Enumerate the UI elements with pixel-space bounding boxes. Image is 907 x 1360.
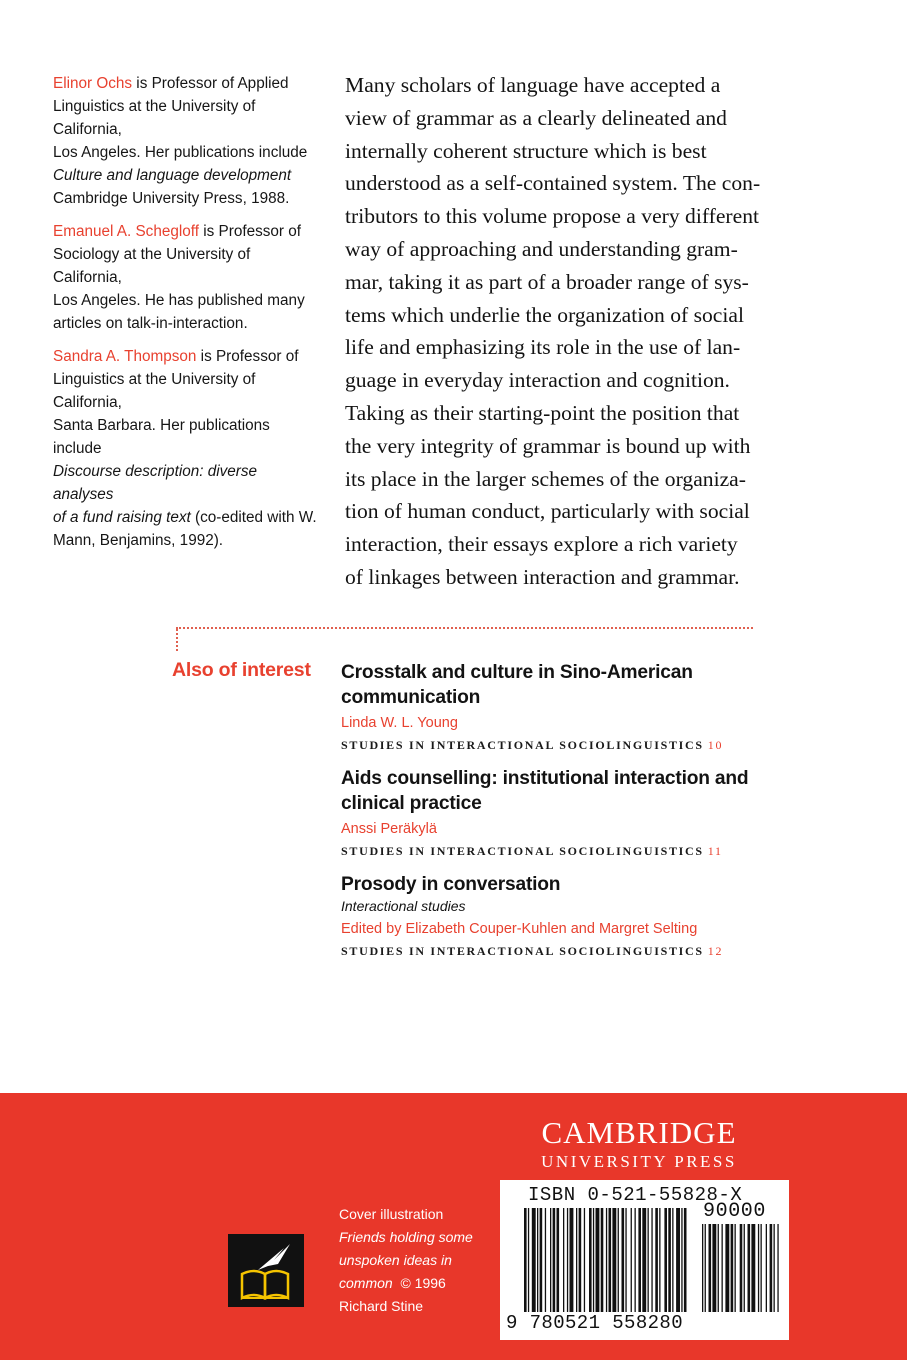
barcode-bar	[563, 1208, 564, 1312]
barcode-bar	[648, 1208, 649, 1312]
bio-line: Linguistics at the University of California,	[53, 98, 256, 138]
barcode-bar	[718, 1224, 719, 1312]
related-book	[341, 660, 761, 756]
book-title: Aids counselling: institutional interaction and clinical practice	[341, 768, 749, 814]
barcode-bar	[709, 1224, 712, 1312]
isbn-barcode	[500, 1180, 789, 1340]
bio-line: Linguistics at the University of California,	[53, 371, 256, 411]
credit-title-line: Friends holding some	[339, 1229, 473, 1245]
barcode-bar	[532, 1208, 536, 1312]
barcode-bar	[651, 1208, 652, 1312]
book-subtitle: Interactional studies	[341, 898, 466, 914]
barcode-bar	[758, 1224, 759, 1312]
price-addon: 90000	[703, 1200, 767, 1223]
author-bios	[53, 72, 321, 562]
barcode-bar	[609, 1208, 612, 1312]
barcode-bar	[612, 1208, 616, 1312]
isbn-text: ISBN 0-521-55828-X	[528, 1184, 743, 1206]
credit-title-line: common	[339, 1275, 393, 1291]
description-line: tributors to this volume propose a very different	[345, 204, 759, 229]
description-line: of linkages between interaction and grammar.	[345, 564, 740, 589]
barcode-bar	[537, 1208, 538, 1312]
barcode-bar	[631, 1208, 632, 1312]
barcode-bar	[593, 1208, 594, 1312]
barcode-bar	[702, 1224, 703, 1312]
barcode-bar	[596, 1208, 600, 1312]
book-series	[341, 940, 761, 962]
barcode-bar	[712, 1224, 716, 1312]
description-line: way of approaching and understanding gram-	[345, 236, 738, 261]
bio-line: is Professor of Applied	[132, 75, 289, 92]
barcode-bar	[618, 1208, 619, 1312]
barcode-bar	[676, 1208, 680, 1312]
series-name: STUDIES IN INTERACTIONAL SOCIOLINGUISTICS	[341, 844, 704, 858]
description-line: life and emphasizing its role in the use of lan-	[345, 335, 741, 360]
barcode-bar	[545, 1208, 546, 1312]
barcode-bar	[681, 1208, 682, 1312]
barcode-bar	[524, 1208, 527, 1312]
barcode-bar	[642, 1208, 646, 1312]
bio-line: is Professor of	[199, 223, 302, 240]
barcode-bar	[589, 1208, 592, 1312]
publisher-name: CAMBRIDGE	[541, 1115, 737, 1150]
bio-line: is Professor of	[196, 348, 299, 365]
bio-line: Sociology at the University of California,	[53, 246, 251, 286]
book-author: Anssi Peräkylä	[341, 821, 437, 837]
description-line: tion of human conduct, particularly with social	[345, 499, 750, 524]
bio-line: articles on talk-in-interaction.	[53, 315, 248, 332]
description-line: internally coherent structure which is best	[345, 138, 707, 163]
barcode-bar	[553, 1208, 556, 1312]
barcode-bar	[722, 1224, 723, 1312]
barcode-bar	[655, 1208, 658, 1312]
barcode-bar	[579, 1208, 582, 1312]
related-books-list	[341, 660, 761, 972]
barcode-bar	[725, 1224, 729, 1312]
author-name: Sandra A. Thompson	[53, 348, 197, 365]
barcode-bar	[668, 1208, 671, 1312]
bio-line: Los Angeles. He has published many	[53, 292, 305, 309]
book-title: Prosody in conversation	[341, 874, 561, 895]
book-author: Edited by Elizabeth Couper-Kuhlen and Margret Selting	[341, 921, 698, 937]
bio-schegloff	[53, 220, 321, 335]
description-line: guage in everyday interaction and cognition.	[345, 368, 730, 393]
barcode-bar	[684, 1208, 687, 1312]
bio-thompson	[53, 345, 321, 552]
barcode-bar	[625, 1208, 626, 1312]
credit-label: Cover illustration	[339, 1206, 444, 1222]
barcode-bar	[751, 1224, 755, 1312]
barcode-bar	[770, 1224, 773, 1312]
barcode-bar	[731, 1224, 734, 1312]
series-number: 11	[707, 844, 723, 858]
bio-line: Los Angeles. Her publications include	[53, 144, 308, 161]
book-series	[341, 734, 761, 756]
barcode-bar	[540, 1208, 543, 1312]
barcode-bar	[735, 1224, 736, 1312]
barcode-bar	[672, 1208, 673, 1312]
barcode-bar	[774, 1224, 775, 1312]
barcode-bar	[570, 1208, 574, 1312]
book-title: Crosstalk and culture in Sino-American communication	[341, 662, 693, 708]
description-line: view of grammar as a clearly delineated and	[345, 105, 727, 130]
related-book	[341, 766, 761, 862]
author-name: Elinor Ochs	[53, 75, 133, 92]
barcode-bar	[761, 1224, 762, 1312]
description-line: mar, taking it as part of a broader range of sys-	[345, 269, 749, 294]
series-logo-icon	[228, 1234, 304, 1307]
dotted-divider-tick	[176, 629, 178, 651]
barcode-bar	[638, 1208, 641, 1312]
barcode-bar	[606, 1208, 607, 1312]
barcode-bar	[744, 1224, 745, 1312]
barcode-bar	[659, 1208, 660, 1312]
description-line: interaction, their essays explore a rich variety	[345, 532, 738, 557]
barcode-bar	[777, 1224, 778, 1312]
book-description	[345, 69, 765, 594]
credit-title-line: unspoken ideas in	[339, 1252, 452, 1268]
dotted-divider	[176, 627, 753, 629]
cover-credit	[339, 1203, 489, 1318]
series-name: STUDIES IN INTERACTIONAL SOCIOLINGUISTICS	[341, 944, 704, 958]
description-line: Many scholars of language have accepted a	[345, 73, 721, 97]
also-of-interest-heading: Also of interest	[172, 659, 311, 681]
barcode-bar	[550, 1208, 551, 1312]
barcode-bar	[622, 1208, 625, 1312]
bio-line: (co-edited with W.	[190, 509, 317, 526]
description-line: understood as a self-contained system. The con-	[345, 171, 761, 196]
author-name: Emanuel A. Schegloff	[53, 223, 199, 240]
bio-line: Culture and language development	[53, 167, 292, 184]
credit-copyright: © 1996	[400, 1275, 446, 1291]
description-line: the very integrity of grammar is bound up with	[345, 433, 751, 458]
related-book	[341, 872, 761, 962]
ean-number: 9 780521 558280	[506, 1312, 684, 1334]
barcode-bar	[584, 1208, 585, 1312]
barcode-bar	[635, 1208, 636, 1312]
barcode-bar	[705, 1224, 706, 1312]
book-author: Linda W. L. Young	[341, 715, 458, 731]
credit-artist: Richard Stine	[339, 1298, 424, 1314]
bio-line: of a fund raising text	[53, 509, 191, 526]
barcode-bars	[522, 1208, 782, 1314]
series-name: STUDIES IN INTERACTIONAL SOCIOLINGUISTICS	[341, 738, 704, 752]
series-number: 10	[707, 738, 724, 752]
barcode-bar	[528, 1208, 529, 1312]
description-line: its place in the larger schemes of the organiza-	[345, 466, 746, 491]
bio-line: Discourse description: diverse analyses	[53, 463, 258, 503]
barcode-bar	[766, 1224, 767, 1312]
bio-line: Cambridge University Press, 1988.	[53, 190, 290, 207]
bio-line: Mann, Benjamins, 1992).	[53, 532, 224, 549]
publisher-subname: UNIVERSITY PRESS	[541, 1152, 737, 1171]
description-line: Taking as their starting-point the position that	[345, 400, 740, 425]
barcode-bar	[748, 1224, 751, 1312]
book-series	[341, 840, 761, 862]
bio-ochs	[53, 72, 321, 210]
barcode-bar	[576, 1208, 577, 1312]
barcode-bar	[664, 1208, 667, 1312]
series-number: 12	[707, 944, 724, 958]
description-line: tems which underlie the organization of social	[345, 302, 744, 327]
bio-line: Santa Barbara. Her publications include	[53, 417, 270, 457]
barcode-bar	[557, 1208, 560, 1312]
barcode-bar	[601, 1208, 604, 1312]
barcode-bar	[567, 1208, 568, 1312]
barcode-bar	[740, 1224, 743, 1312]
